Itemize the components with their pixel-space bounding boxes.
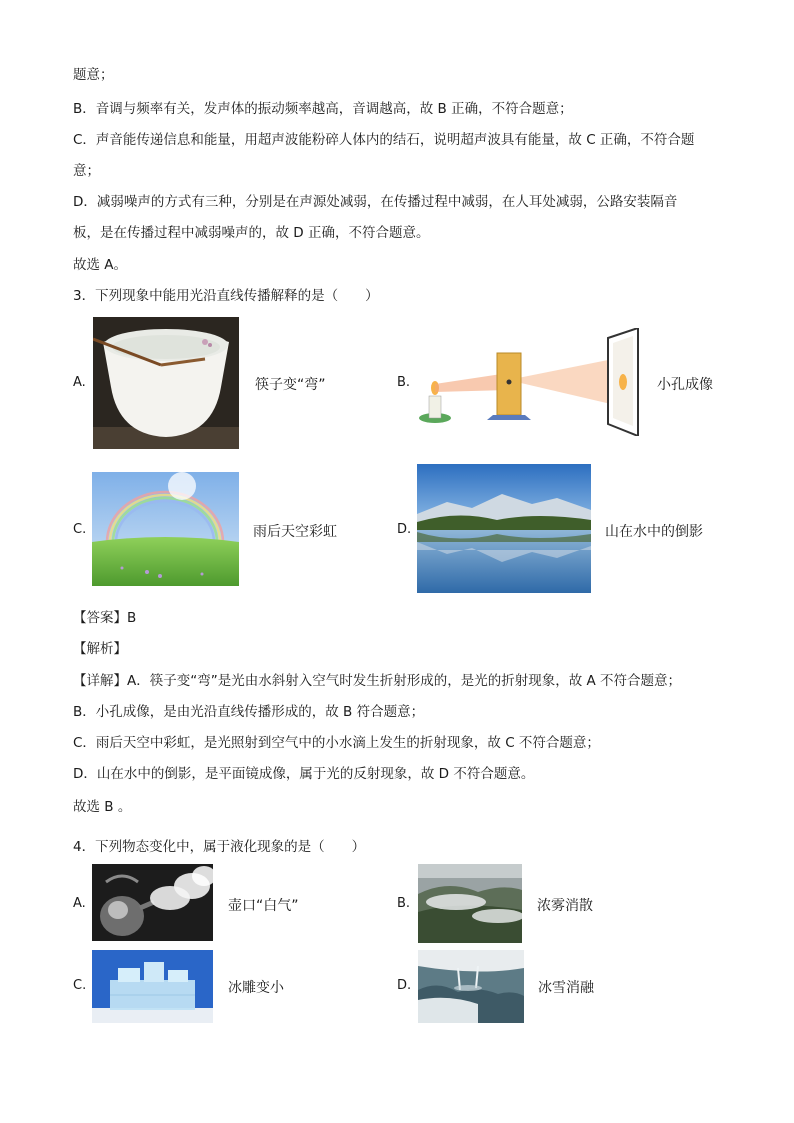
kettle-steam-image [92,864,213,941]
text-line: 板，是在传播过程中减弱噪声的，故 D 正确，不符合题意。 [73,225,430,241]
option-a-letter: A. [73,375,86,390]
option-d-text: 山在水中的倒影 [605,524,703,540]
pinhole-imaging-image [413,328,643,436]
q4-option-b-letter: B. [397,896,411,911]
chopsticks-bowl-image [93,317,239,449]
option-b-letter: B. [397,375,411,390]
option-d-letter: D. [397,522,412,537]
option-a-text: 筷子变“弯” [255,377,326,393]
analysis-title: 【解析】 [73,641,127,657]
q4-option-a-letter: A. [73,896,86,911]
q4-option-b-text: 浓雾消散 [537,898,593,914]
snow-melting-image [418,950,524,1023]
question-4-stem: 4．下列物态变化中，属于液化现象的是（ ） [73,839,366,855]
ice-sculpture-image [92,950,213,1023]
text-line: D．减弱噪声的方式有三种，分别是在声源处减弱，在传播过程中减弱，在人耳处减弱，公路安装隔音 [73,194,678,210]
text-line: 意； [73,163,100,179]
mountain-reflection-image [417,464,591,593]
option-c-text: 雨后天空彩虹 [253,524,337,540]
q4-option-d-letter: D. [397,978,412,993]
text-line: B．音调与频率有关，发声体的振动频率越高，音调越高，故 B 正确，不符合题意； [73,101,573,117]
rainbow-image [92,472,239,586]
explanation-line: D．山在水中的倒影，是平面镜成像，属于光的反射现象，故 D 不符合题意。 [73,766,535,782]
answer-line: 【答案】B [73,610,137,626]
q4-option-d-text: 冰雪消融 [538,980,594,996]
question-3-stem: 3．下列现象中能用光沿直线传播解释的是（ ） [73,288,379,304]
text-line: 故选 A。 [73,257,128,273]
fog-image [418,864,522,943]
explanation-line: 【详解】A．筷子变“弯”是光由水斜射入空气时发生折射形成的，是光的折射现象，故 A 不符合题意； [73,673,682,689]
option-b-text: 小孔成像 [657,377,713,393]
text-line: C．声音能传递信息和能量，用超声波能粉碎人体内的结石，说明超声波具有能量，故 C 正确，不符合题 [73,132,695,148]
explanation-line: 故选 B 。 [73,799,132,815]
explanation-line: C．雨后天空中彩虹，是光照射到空气中的小水滴上发生的折射现象，故 C 不符合题意； [73,735,600,751]
option-c-letter: C. [73,522,87,537]
q4-option-a-text: 壶口“白气” [228,898,299,914]
q4-option-c-letter: C. [73,978,87,993]
explanation-line: B．小孔成像，是由光沿直线传播形成的，故 B 符合题意； [73,704,425,720]
q4-option-c-text: 冰雕变小 [228,980,284,996]
text-line: 题意； [73,67,114,83]
